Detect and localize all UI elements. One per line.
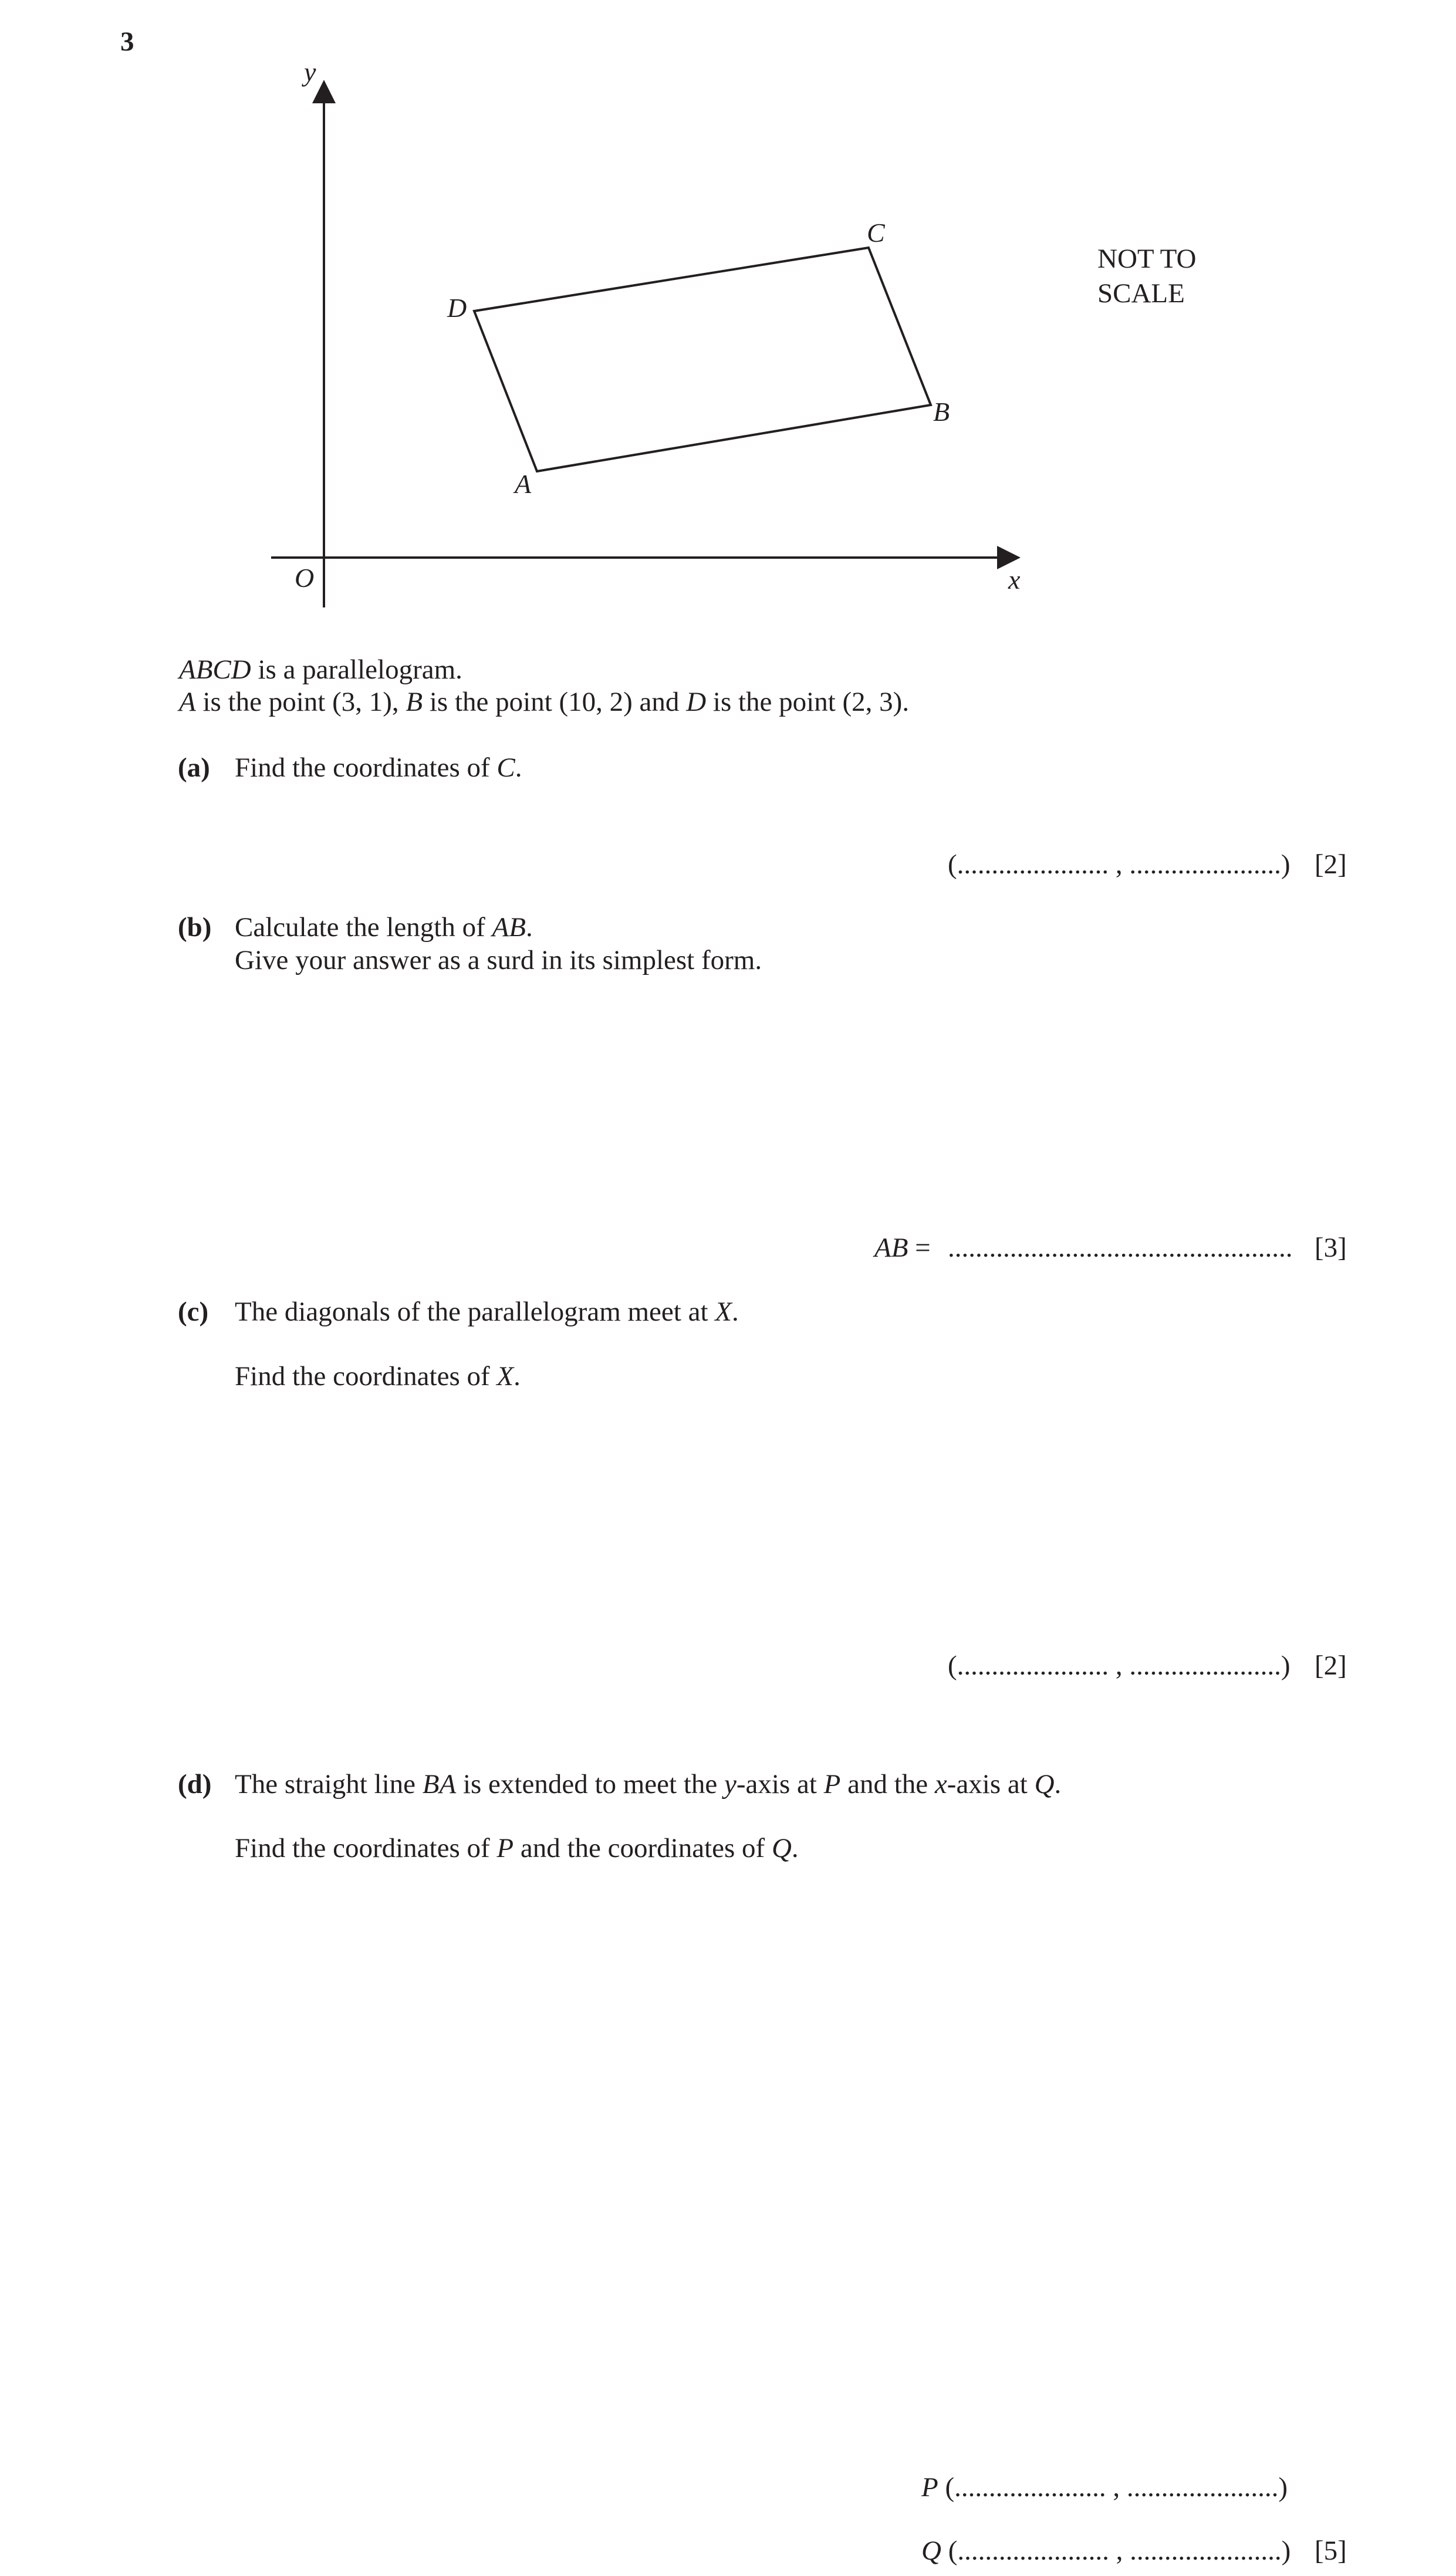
parallelogram-figure	[258, 59, 1256, 616]
part-c-var: X	[715, 1297, 732, 1327]
part-d-answer-q-var: Q	[921, 2536, 941, 2566]
intro-abcd: ABCD	[179, 654, 251, 685]
part-b-var: AB	[492, 912, 526, 943]
y-axis-label: y	[304, 59, 316, 87]
part-c-instruction	[235, 1360, 521, 1393]
part-c-line2-end: .	[514, 1361, 521, 1392]
part-d-t6: .	[1054, 1769, 1062, 1800]
part-b-answer-eq: =	[908, 1233, 931, 1263]
part-b-instruction: Give your answer as a surd in its simplest form.	[235, 945, 762, 975]
part-c-marks: [2]	[1315, 1650, 1347, 1681]
part-a-marks: [2]	[1315, 849, 1347, 880]
part-b-label: (b)	[178, 912, 212, 943]
part-a-label: (a)	[178, 752, 210, 783]
intro-var-b: B	[406, 687, 423, 717]
parallelogram-abcd	[474, 248, 931, 471]
intro-var-a: A	[179, 687, 196, 717]
part-a-end: .	[515, 752, 522, 783]
part-b-end: .	[525, 912, 533, 943]
part-c-label: (c)	[178, 1297, 209, 1327]
part-d-answer-q[interactable]	[921, 2534, 1291, 2567]
part-d-t4: and the	[840, 1769, 935, 1800]
part-b-text: Calculate the length of	[235, 912, 492, 943]
part-c-answer-line[interactable]: (...................... , ......................)	[948, 1650, 1291, 1681]
not-to-scale-note-line2: SCALE	[1097, 278, 1185, 309]
part-d-l2c: .	[791, 1833, 799, 1863]
part-a-var: C	[496, 752, 515, 783]
intro-line1-text: is a parallelogram.	[251, 654, 462, 685]
part-d-v2: y	[724, 1769, 737, 1800]
part-d-instruction	[235, 1832, 799, 1865]
intro-line1	[179, 653, 462, 686]
part-b-question	[235, 911, 533, 944]
part-d-l2v2: Q	[771, 1833, 792, 1863]
part-d-answer-p-line[interactable]: (...................... , ......................)	[938, 2472, 1288, 2503]
vertex-label-a: A	[515, 469, 532, 499]
part-d-t2: is extended to meet the	[456, 1769, 725, 1800]
part-d-v1: BA	[422, 1769, 457, 1800]
part-d-answer-p-var: P	[921, 2472, 938, 2503]
part-d-label: (d)	[178, 1769, 212, 1800]
part-d-marks: [5]	[1315, 2536, 1347, 2566]
intro-line2	[179, 686, 909, 718]
question-number: 3	[120, 26, 134, 57]
part-d-answer-q-line[interactable]: (...................... , ......................)	[941, 2536, 1291, 2566]
vertex-label-b: B	[933, 397, 950, 427]
part-a-text: Find the coordinates of	[235, 752, 497, 783]
part-c-end: .	[731, 1297, 739, 1327]
part-d-t3: -axis at	[736, 1769, 824, 1800]
part-b-answer-var: AB	[874, 1233, 908, 1263]
vertex-label-c: C	[867, 218, 885, 248]
part-c-line2-var: X	[496, 1361, 514, 1392]
part-d-l2a: Find the coordinates of	[235, 1833, 497, 1863]
intro-a-text: is the point (3, 1),	[195, 687, 406, 717]
part-d-t5: -axis at	[947, 1769, 1035, 1800]
part-c-text: The diagonals of the parallelogram meet at	[235, 1297, 715, 1327]
intro-var-d: D	[686, 687, 707, 717]
part-b-answer-line[interactable]: ..................................................	[948, 1233, 1293, 1263]
part-b-marks: [3]	[1315, 1233, 1347, 1263]
part-d-v4: x	[934, 1769, 947, 1800]
part-d-v5: Q	[1034, 1769, 1055, 1800]
intro-b-text: is the point (10, 2) and	[423, 687, 687, 717]
part-d-l2b: and the coordinates of	[514, 1833, 772, 1863]
part-d-v3: P	[823, 1769, 841, 1800]
part-c-line2-text: Find the coordinates of	[235, 1361, 497, 1392]
origin-label: O	[295, 563, 315, 593]
part-a-question	[235, 751, 522, 784]
part-a-answer-line[interactable]: (...................... , ......................)	[948, 849, 1291, 880]
x-axis-label: x	[1008, 565, 1021, 595]
part-d-l2v1: P	[496, 1833, 514, 1863]
part-c-question	[235, 1295, 739, 1328]
intro-d-text: is the point (2, 3).	[706, 687, 910, 717]
part-d-question	[235, 1768, 1061, 1801]
not-to-scale-note-line1: NOT TO	[1097, 244, 1197, 274]
part-d-t1: The straight line	[235, 1769, 423, 1800]
vertex-label-d: D	[447, 293, 467, 323]
part-d-answer-p[interactable]	[921, 2471, 1288, 2504]
part-b-answer-prefix	[874, 1231, 931, 1264]
